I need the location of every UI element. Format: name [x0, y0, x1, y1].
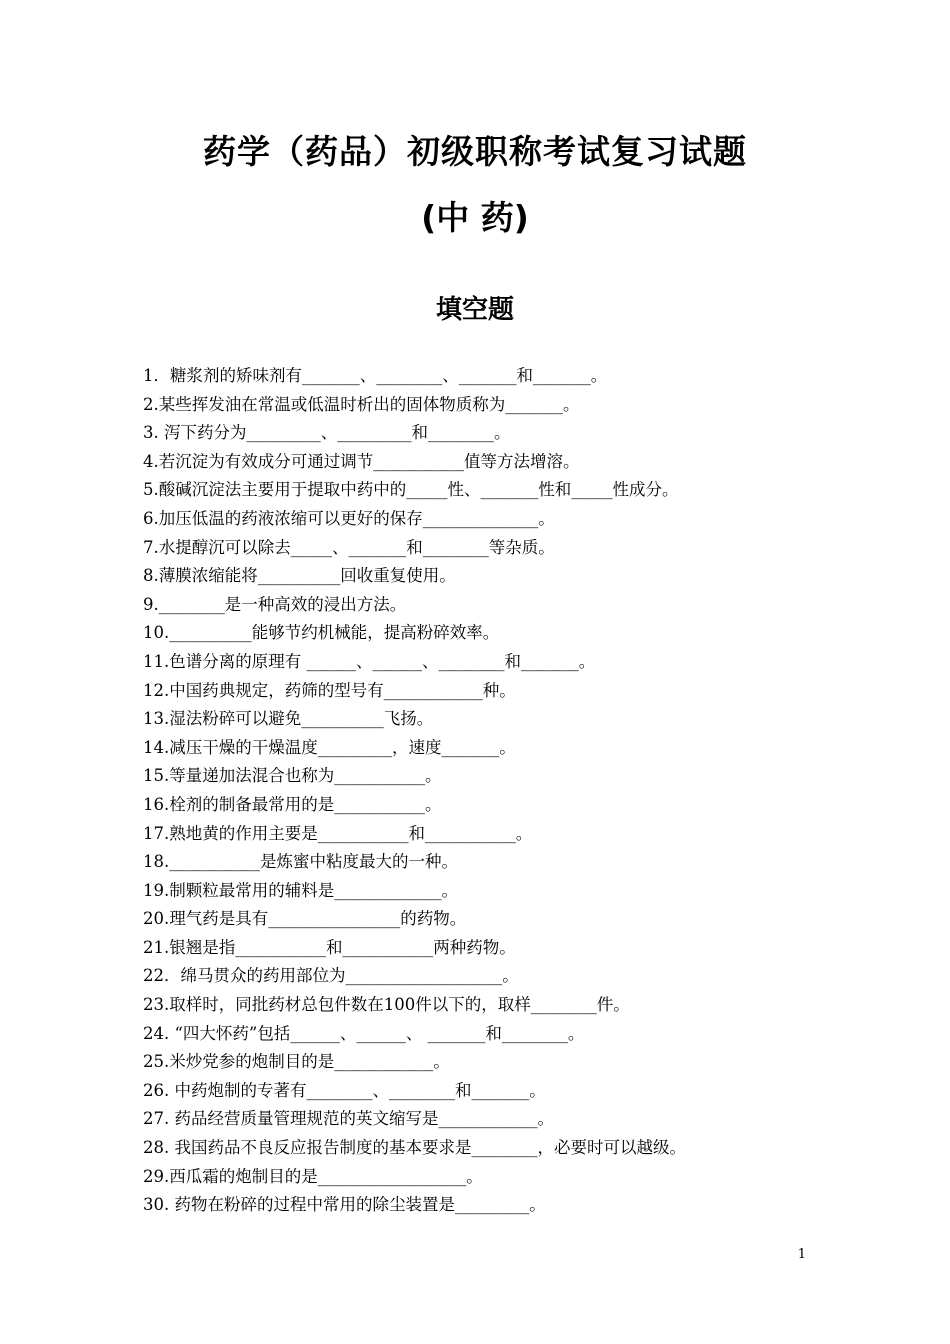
question-item: 28. 我国药品不良反应报告制度的基本要求是________，必要时可以越级。 — [143, 1138, 686, 1158]
question-item: 27. 药品经营质量管理规范的英文缩写是____________。 — [143, 1109, 554, 1129]
question-item: 12.中国药典规定，药筛的型号有____________种。 — [143, 680, 516, 700]
question-item: 2.某些挥发油在常温或低温时析出的固体物质称为_______。 — [143, 394, 580, 414]
question-item: 29.西瓜霜的炮制目的是__________________。 — [143, 1166, 483, 1186]
section-heading: 填空题 — [435, 295, 514, 325]
question-item: 10.__________能够节约机械能，提高粉碎效率。 — [143, 623, 500, 643]
question-item: 14.减压干燥的干燥温度_________，速度_______。 — [143, 737, 516, 757]
question-item: 17.熟地黄的作用主要是___________和___________。 — [143, 823, 533, 843]
question-item: 15.等量递加法混合也称为___________。 — [143, 766, 442, 786]
question-item: 4.若沉淀为有效成分可通过调节___________值等方法增溶。 — [143, 451, 580, 471]
question-item: 13.湿法粉碎可以避免__________飞扬。 — [143, 709, 434, 729]
question-item: 22．绵马贯众的药用部位为___________________。 — [143, 966, 519, 986]
question-item: 18.___________是炼蜜中粘度最大的一种。 — [143, 852, 458, 872]
question-item: 30. 药物在粉碎的过程中常用的除尘装置是_________。 — [143, 1195, 546, 1215]
document-subtitle: (中 药) — [421, 198, 529, 237]
question-item: 16.栓剂的制备最常用的是___________。 — [143, 794, 442, 814]
question-item: 11.色谱分离的原理有 ______、______、________和_______。 — [143, 651, 596, 671]
question-item: 26. 中药炮制的专著有________、________和_______。 — [143, 1080, 546, 1100]
question-item: 3. 泻下药分为_________、_________和________。 — [143, 423, 511, 443]
question-item: 5.酸碱沉淀法主要用于提取中药中的_____性、_______性和_____性成分。 — [143, 480, 679, 500]
page-number: 1 — [797, 1247, 806, 1262]
question-item: 6.加压低温的药液浓缩可以更好的保存______________。 — [143, 508, 555, 528]
question-item: 9.________是一种高效的浸出方法。 — [143, 594, 407, 614]
question-item: 23.取样时，同批药材总包件数在100件以下的，取样________件。 — [143, 995, 630, 1015]
question-item: 21.银翘是指___________和___________两种药物。 — [143, 937, 516, 957]
question-item: 25.米炒党参的炮制目的是____________。 — [143, 1052, 450, 1072]
question-item: 1．糖浆剂的矫味剂有_______、________、_______和_______。 — [143, 366, 608, 385]
question-item: 8.薄膜浓缩能将__________回收重复使用。 — [143, 566, 456, 586]
question-item: 20.理气药是具有________________的药物。 — [143, 909, 467, 929]
question-item: 19.制颗粒最常用的辅料是_____________。 — [143, 880, 458, 900]
document-title: 药学（药品）初级职称考试复习试题 — [203, 132, 747, 171]
question-item: 7.水提醇沉可以除去_____、_______和________等杂质。 — [143, 537, 555, 557]
question-item: 24. “四大怀药”包括______、______、 _______和________。 — [143, 1023, 585, 1043]
question-list — [143, 362, 686, 1220]
